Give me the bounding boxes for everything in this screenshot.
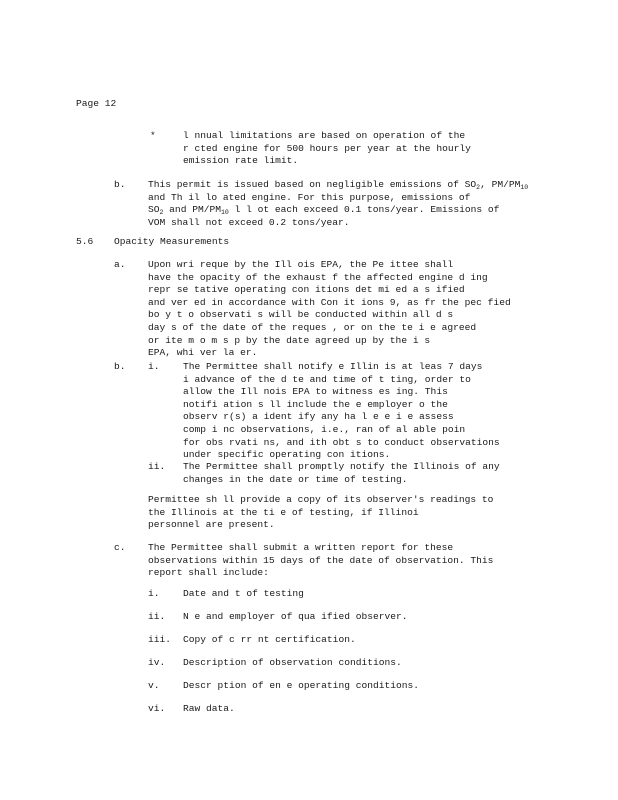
text-run: SO	[148, 204, 160, 216]
footnote-marker: *	[150, 130, 156, 141]
page-number: Page 12	[76, 98, 117, 109]
text-line: Permittee sh ll provide a copy of its observer's readings to	[148, 494, 494, 505]
text-line: repr se tative operating con itions det mi ed a s ified	[148, 284, 465, 296]
text-line: and Th il lo ated engine. For this purpose, emissions of	[148, 191, 471, 203]
subscript: 2	[159, 209, 164, 217]
text-run: , PM/PM	[480, 179, 521, 190]
report-item-marker: i.	[148, 588, 160, 599]
item-c-marker: c.	[114, 542, 126, 553]
item-b-ii-paragraph	[183, 461, 500, 486]
item-a-marker: a.	[114, 259, 126, 270]
report-item-marker: iii.	[148, 634, 172, 645]
report-item-text: Date and t of testing	[183, 588, 304, 599]
text-line	[148, 204, 528, 217]
subscript: 2	[476, 184, 481, 191]
text-line: for obs rvati ns, and ith obt s to conduct observations	[183, 436, 500, 448]
text-line: comp i nc observations, i.e., ran of al able poin	[183, 423, 466, 435]
text-line: or ite m o m s p by the date agreed up by the i s	[148, 334, 431, 346]
report-item-marker: iv.	[148, 657, 166, 668]
report-item-text: N e and employer of qua ified observer.	[183, 611, 408, 622]
text-line: VOM shall not exceed 0.2 tons/year.	[148, 216, 350, 228]
report-item-text: Raw data.	[183, 703, 235, 714]
report-item-text: Copy of c rr nt certification.	[183, 634, 356, 645]
footnote-text	[183, 130, 471, 168]
report-item-marker: vi.	[148, 703, 166, 714]
report-item-text: Description of observation conditions.	[183, 657, 402, 668]
observer-readings-paragraph	[148, 494, 493, 532]
text-line: the Illinois at the ti e of testing, if Illinoi	[148, 506, 419, 518]
text-line: notifi ation s ll include the e employer o the	[183, 398, 448, 410]
report-item-marker: v.	[148, 680, 160, 691]
text-line: and ver ed in accordance with Con it ions 9, as fr the pec fied	[148, 296, 511, 308]
text-line: i advance of the d te and time of t ting, order to	[183, 373, 471, 385]
section-number: 5.6	[76, 236, 94, 247]
text-line: observations within 15 days of the date of observation. This	[148, 554, 494, 566]
subscript: 10	[520, 184, 529, 191]
text-line: under specific operating con itions.	[183, 449, 391, 461]
text-run: l l ot each exceed 0.1 tons/year. Emissions of	[228, 204, 500, 216]
text-line: emission rate limit.	[183, 155, 299, 167]
text-line: r cted engine for 500 hours per year at the hourly	[183, 142, 471, 154]
text-line: The Permittee shall notify e Illin is at leas 7 days	[183, 361, 483, 372]
text-run: and PM/PM	[163, 204, 221, 216]
item-b-i-marker: i.	[148, 361, 160, 372]
item-b-marker: b.	[114, 361, 126, 372]
item-a-paragraph	[148, 259, 511, 360]
report-item-marker: ii.	[148, 611, 166, 622]
text-run: This permit is issued based on negligible emissions of SO	[148, 179, 477, 190]
text-line: The Permittee shall promptly notify the Illinois of any	[183, 461, 500, 472]
item-b-top-marker: b.	[114, 179, 126, 190]
text-line: personnel are present.	[148, 519, 275, 531]
text-line: observ r(s) a ident ify any ha l e e i e assess	[183, 411, 454, 423]
text-line: Upon wri reque by the Ill ois EPA, the Pe ittee shall	[148, 259, 454, 270]
text-line: EPA, whi ver la er.	[148, 347, 258, 359]
item-c-paragraph	[148, 542, 493, 580]
text-line: report shall include:	[148, 567, 269, 579]
text-line: have the opacity of the exhaust f the affected engine d ing	[148, 271, 488, 283]
text-line: day s of the date of the reques , or on the te i e agreed	[148, 321, 477, 333]
item-b-ii-marker: ii.	[148, 461, 166, 472]
text-line: allow the Ill nois EPA to witness es ing. This	[183, 386, 448, 398]
report-item-text: Descr ption of en e operating conditions.	[183, 680, 420, 691]
negligible-emissions-paragraph	[148, 179, 528, 229]
text-line: bo y t o observati s will be conducted within all d s	[148, 309, 454, 321]
text-line	[148, 179, 528, 192]
text-line: changes in the date or time of testing.	[183, 473, 408, 485]
text-line: The Permittee shall submit a written report for these	[148, 542, 454, 553]
section-title: Opacity Measurements	[114, 236, 230, 247]
subscript: 10	[221, 209, 229, 217]
text-line: l nnual limitations are based on operation of the	[183, 130, 466, 141]
item-b-i-paragraph	[183, 361, 500, 462]
